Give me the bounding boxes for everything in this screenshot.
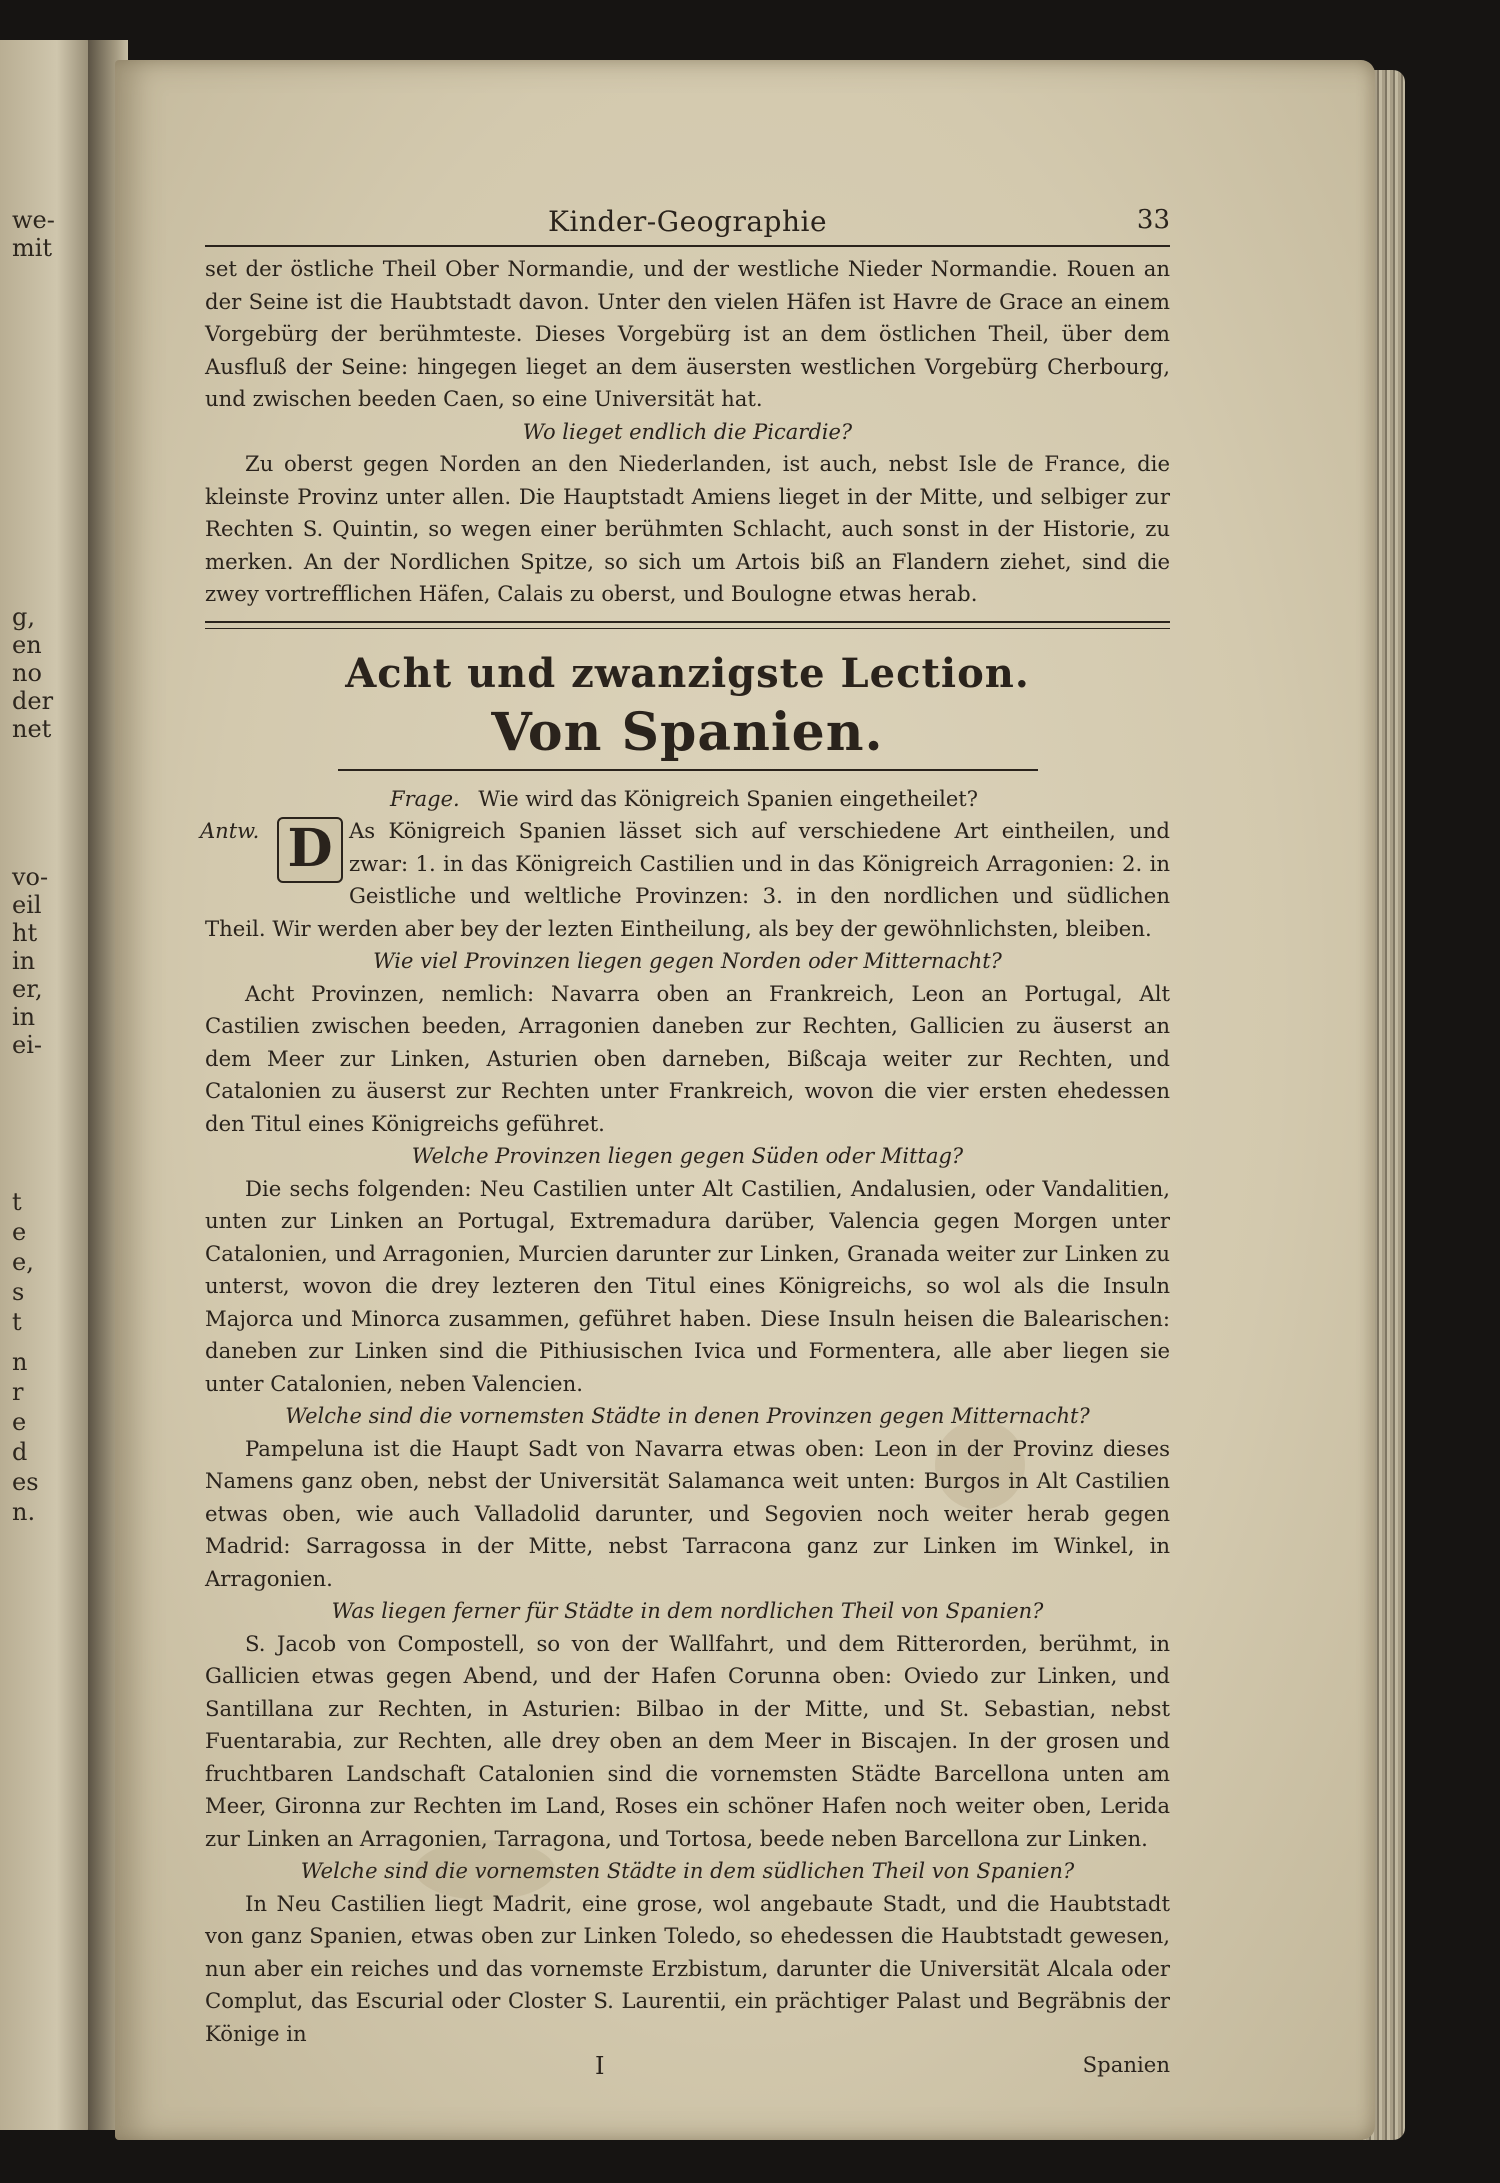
left-page-fragment: d bbox=[12, 1438, 28, 1466]
catchword: Spanien bbox=[1082, 2052, 1170, 2077]
left-page-fragment: ht bbox=[12, 919, 38, 947]
page-number: 33 bbox=[1136, 205, 1170, 235]
page-header bbox=[205, 205, 1170, 247]
left-page-fragment: no bbox=[12, 659, 42, 687]
left-page-fragment: mit bbox=[12, 234, 53, 262]
left-page-fragment: in bbox=[12, 1003, 36, 1031]
left-page-fragment: e bbox=[12, 1218, 27, 1246]
question-norden: Wie viel Provinzen liegen gegen Norden oder Mitternacht? bbox=[373, 949, 1002, 973]
answer-sueden: Die sechs folgenden: Neu Castilien unter Alt Castilien, Andalusien, oder Vandalitien, unten zur Linken an Portugal, Extremadura darüber, Valencia gegen Morgen unter Catalonien, und Arragonien, Murcien darunter zur Linken, Granada weiter zur Linken zu unterst, wovon die drey lezteren den Titul eines Königreichs, so wol als die Insuln Majorca und Minorca zusammen, geführet haben. Diese Insuln heisen die Balearischen: daneben zur Linken sind die Pithiusischen Ivica und Formentera, alle aber liegen sie unter Catalonien, neben Valencien. bbox=[205, 1175, 1170, 1396]
left-page-fragment: eil bbox=[12, 891, 42, 919]
question-picardie: Wo lieget endlich die Picardie? bbox=[522, 419, 853, 444]
answer-eintheilung: As Königreich Spanien lässet sich auf verschiedene Art eintheilen, und zwar: 1. in das Königreich Castilien und in das Königreich Arragonien: 2. in Geistliche und weltliche Provinzen: 3. in den nordlichen und südlichen Theil. Wir werden aber bey der lezten Eintheilung, als bey der gewöhnlichsten, bleiben. bbox=[205, 818, 1170, 941]
answer-nordlich: S. Jacob von Compostell, so von der Wallfahrt, und dem Ritterorden, berühmt, in Gallicien etwas gegen Abend, und der Hafen Corunna oben: Oviedo zur Linken, und Santillana zur Rechten, in Asturien: Bilbao in der Mitte, und St. Sebastian, nebst Fuentarabia, zur Rechten, alle drey oben an dem Meer in Biscajen. In der grosen und fruchtbaren Landschaft Catalonien sind die vornemsten Städte Barcellona unten am Meer, Gironna zur Rechten im Land, Roses ein schöner Hafen noch weiter oben, Lerida zur Linken an Arragonien, Tarragona, und Tortosa, beede neben Barcellona zur Linken. bbox=[205, 1630, 1170, 1851]
left-page-fragment: g, bbox=[12, 603, 35, 631]
paragraph-normandie: set der östliche Theil Ober Normandie, und der westliche Nieder Normandie. Rouen an der Seine ist die Haubtstadt davon. Unter den vielen Häfen ist Havre de Grace an einem Vorgebürg der berühmteste. Dieses Vorgebürg ist an dem östlichen Theil, über dem Ausfluß der Seine: hingegen lieget an dem äusersten westlichen Vorgebürg Cherbourg, und zwischen beeden Caen, so eine Universität hat. bbox=[205, 256, 1170, 411]
left-page-fragment: t bbox=[12, 1188, 22, 1216]
left-page-fragment: e, bbox=[12, 1248, 34, 1276]
left-page-fragment: vo- bbox=[12, 863, 49, 891]
frage-text: Wie wird das Königreich Spanien eingetheilet? bbox=[478, 786, 978, 811]
page-footer bbox=[205, 2052, 1170, 2086]
left-page-edge bbox=[0, 40, 95, 2130]
left-page-fragment: r bbox=[12, 1378, 24, 1406]
answer-suedlich: In Neu Castilien liegt Madrit, eine grose, wol angebaute Stadt, und die Haubtstadt von ganz Spanien, etwas oben zur Linken Toledo, so ehedessen die Haubtstadt gewesen, nun aber ein reiches und das vornemste Erzbistum, darunter die Universität Alcala oder Complut, das Escurial oder Closter S. Laurentii, ein prächtiger Palast und Begräbnis der Könige in bbox=[205, 1890, 1170, 2046]
signature-mark: I bbox=[595, 2052, 605, 2080]
frage-label: Frage. bbox=[390, 786, 460, 811]
question-sueden: Welche Provinzen liegen gegen Süden oder Mittag? bbox=[411, 1144, 964, 1168]
question-staedte-nord: Welche sind die vornemsten Städte in denen Provinzen gegen Mitternacht? bbox=[285, 1404, 1090, 1428]
section-divider bbox=[205, 621, 1170, 629]
left-page-fragment: n. bbox=[12, 1498, 36, 1526]
answer-picardie: Zu oberst gegen Norden an den Niederlanden, ist auch, nebst Isle de France, die kleinste Provinz unter allen. Die Hauptstadt Amiens lieget in der Mitte, und selbiger zur Rechten S. Quintin, so wegen einer berühmten Schlacht, auch sonst in der Historie, zu merken. An der Nordlichen Spitze, so sich um Artois biß an Flandern ziehet, sind die zwey vortrefflichen Häfen, Calais zu oberst, und Boulogne etwas herab. bbox=[205, 451, 1170, 606]
antw-label: Antw. bbox=[200, 819, 260, 843]
left-page-fragment: t bbox=[12, 1308, 22, 1336]
answer-norden: Acht Provinzen, nemlich: Navarra oben an Frankreich, Leon an Portugal, Alt Castilien zwischen beeden, Arragonien daneben zur Rechten, Gallicien zu äuserst an dem Meer zur Linken, Asturien oben darneben, Bißcaja weiter zur Rechten, und Catalonien zu äuserst zur Rechten unter Frankreich, wovon die vier ersten ehedessen den Titul eines Königreichs geführet. bbox=[205, 980, 1170, 1136]
lesson-title: Acht und zwanzigste Lection. bbox=[345, 649, 1030, 697]
left-page-fragment: der bbox=[12, 687, 54, 715]
title-rule bbox=[338, 769, 1038, 771]
running-head: Kinder-Geographie bbox=[547, 205, 828, 238]
answer-staedte-nord: Pampeluna ist die Haupt Sadt von Navarra etwas oben: Leon in der Provinz dieses Namens ganz oben, nebst der Universität Salamanca weit unten: Burgos in Alt Castilien etwas oben, wie auch Valladolid darunter, und Segovien noch weiter herab gegen Madrid: Sarragossa in der Mitte, nebst Tarracona ganz zur Linken im Winkel, in Arragonien. bbox=[205, 1435, 1170, 1591]
question-nordlich: Was liegen ferner für Städte in dem nordlichen Theil von Spanien? bbox=[331, 1599, 1044, 1623]
left-page-fragment: in bbox=[12, 947, 36, 975]
page-text bbox=[200, 205, 1170, 2086]
drop-cap: D bbox=[277, 817, 343, 883]
question-suedlich: Welche sind die vornemsten Städte in dem südlichen Theil von Spanien? bbox=[300, 1859, 1075, 1883]
left-page-fragment: es bbox=[12, 1468, 39, 1496]
left-page-fragment: ei- bbox=[12, 1031, 42, 1059]
country-title: Von Spanien. bbox=[491, 701, 884, 763]
left-page-fragment: n bbox=[12, 1348, 28, 1376]
left-page-fragment: er, bbox=[12, 975, 43, 1003]
frage-line bbox=[205, 783, 1170, 816]
left-page-fragment: e bbox=[12, 1408, 27, 1436]
left-page-fragment: s bbox=[12, 1278, 25, 1306]
left-page-fragment: we- bbox=[12, 206, 55, 234]
left-page-fragment: net bbox=[12, 715, 52, 743]
antwort-block bbox=[200, 815, 1170, 945]
left-page-fragment: en bbox=[12, 631, 42, 659]
